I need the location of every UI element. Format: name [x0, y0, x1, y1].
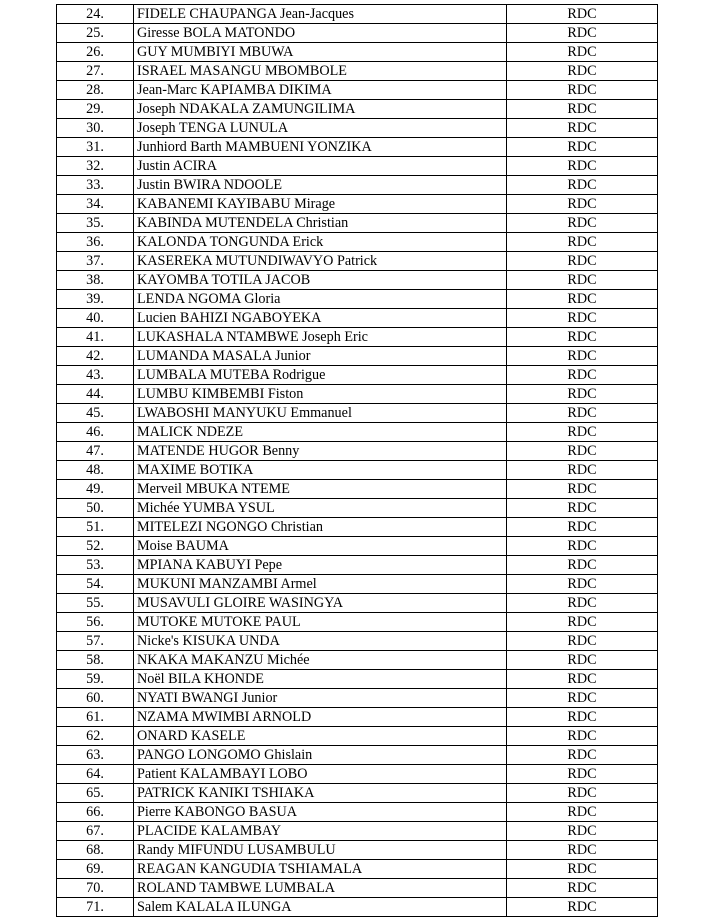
- participant-name-cell: Randy MIFUNDU LUSAMBULU: [134, 841, 507, 860]
- participant-name-cell: LWABOSHI MANYUKU Emmanuel: [134, 404, 507, 423]
- table-row: [57, 765, 658, 784]
- table-row: [57, 252, 658, 271]
- table-row: [57, 746, 658, 765]
- country-cell: RDC: [507, 651, 658, 670]
- participant-name-cell: REAGAN KANGUDIA TSHIAMALA: [134, 860, 507, 879]
- participant-name-cell: Nicke's KISUKA UNDA: [134, 632, 507, 651]
- participant-name-cell: MUSAVULI GLOIRE WASINGYA: [134, 594, 507, 613]
- participant-name-cell: PANGO LONGOMO Ghislain: [134, 746, 507, 765]
- row-number-cell: 33.: [57, 176, 134, 195]
- row-number-cell: 40.: [57, 309, 134, 328]
- participant-name-cell: Giresse BOLA MATONDO: [134, 24, 507, 43]
- row-number-cell: 48.: [57, 461, 134, 480]
- participant-name-cell: Lucien BAHIZI NGABOYEKA: [134, 309, 507, 328]
- table-row: [57, 841, 658, 860]
- table-row: [57, 689, 658, 708]
- table-row: [57, 24, 658, 43]
- participant-name-cell: LENDA NGOMA Gloria: [134, 290, 507, 309]
- table-row: [57, 138, 658, 157]
- table-row: [57, 670, 658, 689]
- row-number-cell: 24.: [57, 5, 134, 24]
- participant-name-cell: Jean-Marc KAPIAMBA DIKIMA: [134, 81, 507, 100]
- table-row: [57, 5, 658, 24]
- table-row: [57, 613, 658, 632]
- country-cell: RDC: [507, 119, 658, 138]
- country-cell: RDC: [507, 841, 658, 860]
- table-row: [57, 347, 658, 366]
- table-row: [57, 632, 658, 651]
- table-row: [57, 879, 658, 898]
- country-cell: RDC: [507, 290, 658, 309]
- participant-name-cell: MALICK NDEZE: [134, 423, 507, 442]
- row-number-cell: 66.: [57, 803, 134, 822]
- row-number-cell: 27.: [57, 62, 134, 81]
- country-cell: RDC: [507, 727, 658, 746]
- row-number-cell: 68.: [57, 841, 134, 860]
- row-number-cell: 54.: [57, 575, 134, 594]
- participant-name-cell: NKAKA MAKANZU Michée: [134, 651, 507, 670]
- table-row: [57, 43, 658, 62]
- participant-name-cell: MAXIME BOTIKA: [134, 461, 507, 480]
- participant-name-cell: Junhiord Barth MAMBUENI YONZIKA: [134, 138, 507, 157]
- country-cell: RDC: [507, 385, 658, 404]
- table-row: [57, 271, 658, 290]
- country-cell: RDC: [507, 138, 658, 157]
- table-row: [57, 480, 658, 499]
- participant-name-cell: NZAMA MWIMBI ARNOLD: [134, 708, 507, 727]
- row-number-cell: 25.: [57, 24, 134, 43]
- row-number-cell: 64.: [57, 765, 134, 784]
- country-cell: RDC: [507, 765, 658, 784]
- table-row: [57, 518, 658, 537]
- row-number-cell: 53.: [57, 556, 134, 575]
- row-number-cell: 41.: [57, 328, 134, 347]
- table-row: [57, 81, 658, 100]
- row-number-cell: 58.: [57, 651, 134, 670]
- participant-name-cell: Justin ACIRA: [134, 157, 507, 176]
- row-number-cell: 34.: [57, 195, 134, 214]
- table-row: [57, 195, 658, 214]
- table-row: [57, 328, 658, 347]
- country-cell: RDC: [507, 24, 658, 43]
- country-cell: RDC: [507, 537, 658, 556]
- country-cell: RDC: [507, 366, 658, 385]
- row-number-cell: 51.: [57, 518, 134, 537]
- row-number-cell: 55.: [57, 594, 134, 613]
- participant-name-cell: Pierre KABONGO BASUA: [134, 803, 507, 822]
- country-cell: RDC: [507, 214, 658, 233]
- participant-name-cell: MUKUNI MANZAMBI Armel: [134, 575, 507, 594]
- row-number-cell: 45.: [57, 404, 134, 423]
- row-number-cell: 44.: [57, 385, 134, 404]
- row-number-cell: 56.: [57, 613, 134, 632]
- table-row: [57, 404, 658, 423]
- table-row: [57, 423, 658, 442]
- country-cell: RDC: [507, 518, 658, 537]
- row-number-cell: 35.: [57, 214, 134, 233]
- participant-name-cell: PLACIDE KALAMBAY: [134, 822, 507, 841]
- table-row: [57, 556, 658, 575]
- country-cell: RDC: [507, 898, 658, 917]
- participant-name-cell: LUMANDA MASALA Junior: [134, 347, 507, 366]
- table-row: [57, 822, 658, 841]
- row-number-cell: 38.: [57, 271, 134, 290]
- row-number-cell: 28.: [57, 81, 134, 100]
- country-cell: RDC: [507, 803, 658, 822]
- table-row: [57, 62, 658, 81]
- country-cell: RDC: [507, 309, 658, 328]
- participant-name-cell: LUMBU KIMBEMBI Fiston: [134, 385, 507, 404]
- participant-name-cell: KASEREKA MUTUNDIWAVYO Patrick: [134, 252, 507, 271]
- country-cell: RDC: [507, 556, 658, 575]
- row-number-cell: 67.: [57, 822, 134, 841]
- table-row: [57, 214, 658, 233]
- row-number-cell: 47.: [57, 442, 134, 461]
- row-number-cell: 46.: [57, 423, 134, 442]
- table-row: [57, 100, 658, 119]
- participant-name-cell: Patient KALAMBAYI LOBO: [134, 765, 507, 784]
- country-cell: RDC: [507, 708, 658, 727]
- table-row: [57, 708, 658, 727]
- country-cell: RDC: [507, 632, 658, 651]
- row-number-cell: 60.: [57, 689, 134, 708]
- participant-name-cell: ISRAEL MASANGU MBOMBOLE: [134, 62, 507, 81]
- row-number-cell: 63.: [57, 746, 134, 765]
- country-cell: RDC: [507, 100, 658, 119]
- country-cell: RDC: [507, 879, 658, 898]
- participant-name-cell: KABANEMI KAYIBABU Mirage: [134, 195, 507, 214]
- country-cell: RDC: [507, 670, 658, 689]
- participant-name-cell: KAYOMBA TOTILA JACOB: [134, 271, 507, 290]
- participant-name-cell: LUMBALA MUTEBA Rodrigue: [134, 366, 507, 385]
- participant-name-cell: Merveil MBUKA NTEME: [134, 480, 507, 499]
- country-cell: RDC: [507, 594, 658, 613]
- row-number-cell: 42.: [57, 347, 134, 366]
- participant-name-cell: Salem KALALA ILUNGA: [134, 898, 507, 917]
- table-row: [57, 594, 658, 613]
- row-number-cell: 59.: [57, 670, 134, 689]
- table-row: [57, 898, 658, 917]
- row-number-cell: 71.: [57, 898, 134, 917]
- row-number-cell: 50.: [57, 499, 134, 518]
- table-row: [57, 803, 658, 822]
- country-cell: RDC: [507, 746, 658, 765]
- row-number-cell: 37.: [57, 252, 134, 271]
- country-cell: RDC: [507, 252, 658, 271]
- country-cell: RDC: [507, 157, 658, 176]
- country-cell: RDC: [507, 822, 658, 841]
- country-cell: RDC: [507, 195, 658, 214]
- row-number-cell: 30.: [57, 119, 134, 138]
- table-row: [57, 119, 658, 138]
- participant-table-body: [57, 5, 658, 917]
- participant-name-cell: LUKASHALA NTAMBWE Joseph Eric: [134, 328, 507, 347]
- country-cell: RDC: [507, 461, 658, 480]
- participant-name-cell: Joseph NDAKALA ZAMUNGILIMA: [134, 100, 507, 119]
- table-row: [57, 651, 658, 670]
- row-number-cell: 57.: [57, 632, 134, 651]
- participant-name-cell: PATRICK KANIKI TSHIAKA: [134, 784, 507, 803]
- country-cell: RDC: [507, 860, 658, 879]
- participant-name-cell: NYATI BWANGI Junior: [134, 689, 507, 708]
- country-cell: RDC: [507, 613, 658, 632]
- country-cell: RDC: [507, 43, 658, 62]
- table-row: [57, 575, 658, 594]
- row-number-cell: 49.: [57, 480, 134, 499]
- row-number-cell: 39.: [57, 290, 134, 309]
- country-cell: RDC: [507, 62, 658, 81]
- participant-name-cell: GUY MUMBIYI MBUWA: [134, 43, 507, 62]
- country-cell: RDC: [507, 81, 658, 100]
- country-cell: RDC: [507, 271, 658, 290]
- participant-name-cell: KABINDA MUTENDELA Christian: [134, 214, 507, 233]
- participant-name-cell: Justin BWIRA NDOOLE: [134, 176, 507, 195]
- table-row: [57, 309, 658, 328]
- participant-name-cell: Moise BAUMA: [134, 537, 507, 556]
- table-row: [57, 727, 658, 746]
- row-number-cell: 61.: [57, 708, 134, 727]
- country-cell: RDC: [507, 442, 658, 461]
- row-number-cell: 65.: [57, 784, 134, 803]
- table-row: [57, 537, 658, 556]
- row-number-cell: 26.: [57, 43, 134, 62]
- participant-name-cell: Noël BILA KHONDE: [134, 670, 507, 689]
- row-number-cell: 62.: [57, 727, 134, 746]
- table-row: [57, 176, 658, 195]
- row-number-cell: 29.: [57, 100, 134, 119]
- country-cell: RDC: [507, 689, 658, 708]
- row-number-cell: 70.: [57, 879, 134, 898]
- participant-name-cell: Michée YUMBA YSUL: [134, 499, 507, 518]
- table-row: [57, 784, 658, 803]
- table-row: [57, 385, 658, 404]
- row-number-cell: 36.: [57, 233, 134, 252]
- country-cell: RDC: [507, 347, 658, 366]
- participant-name-cell: ONARD KASELE: [134, 727, 507, 746]
- country-cell: RDC: [507, 233, 658, 252]
- row-number-cell: 52.: [57, 537, 134, 556]
- table-row: [57, 366, 658, 385]
- row-number-cell: 43.: [57, 366, 134, 385]
- participant-name-cell: KALONDA TONGUNDA Erick: [134, 233, 507, 252]
- table-row: [57, 290, 658, 309]
- country-cell: RDC: [507, 176, 658, 195]
- table-row: [57, 157, 658, 176]
- country-cell: RDC: [507, 328, 658, 347]
- row-number-cell: 69.: [57, 860, 134, 879]
- participant-name-cell: MITELEZI NGONGO Christian: [134, 518, 507, 537]
- country-cell: RDC: [507, 480, 658, 499]
- table-row: [57, 442, 658, 461]
- country-cell: RDC: [507, 575, 658, 594]
- country-cell: RDC: [507, 5, 658, 24]
- country-cell: RDC: [507, 404, 658, 423]
- country-cell: RDC: [507, 423, 658, 442]
- participant-table: [56, 4, 658, 917]
- table-row: [57, 233, 658, 252]
- participant-name-cell: MATENDE HUGOR Benny: [134, 442, 507, 461]
- row-number-cell: 31.: [57, 138, 134, 157]
- country-cell: RDC: [507, 499, 658, 518]
- participant-name-cell: MPIANA KABUYI Pepe: [134, 556, 507, 575]
- table-row: [57, 860, 658, 879]
- row-number-cell: 32.: [57, 157, 134, 176]
- participant-name-cell: Joseph TENGA LUNULA: [134, 119, 507, 138]
- country-cell: RDC: [507, 784, 658, 803]
- table-row: [57, 499, 658, 518]
- participant-name-cell: MUTOKE MUTOKE PAUL: [134, 613, 507, 632]
- participant-name-cell: FIDELE CHAUPANGA Jean-Jacques: [134, 5, 507, 24]
- participant-name-cell: ROLAND TAMBWE LUMBALA: [134, 879, 507, 898]
- table-row: [57, 461, 658, 480]
